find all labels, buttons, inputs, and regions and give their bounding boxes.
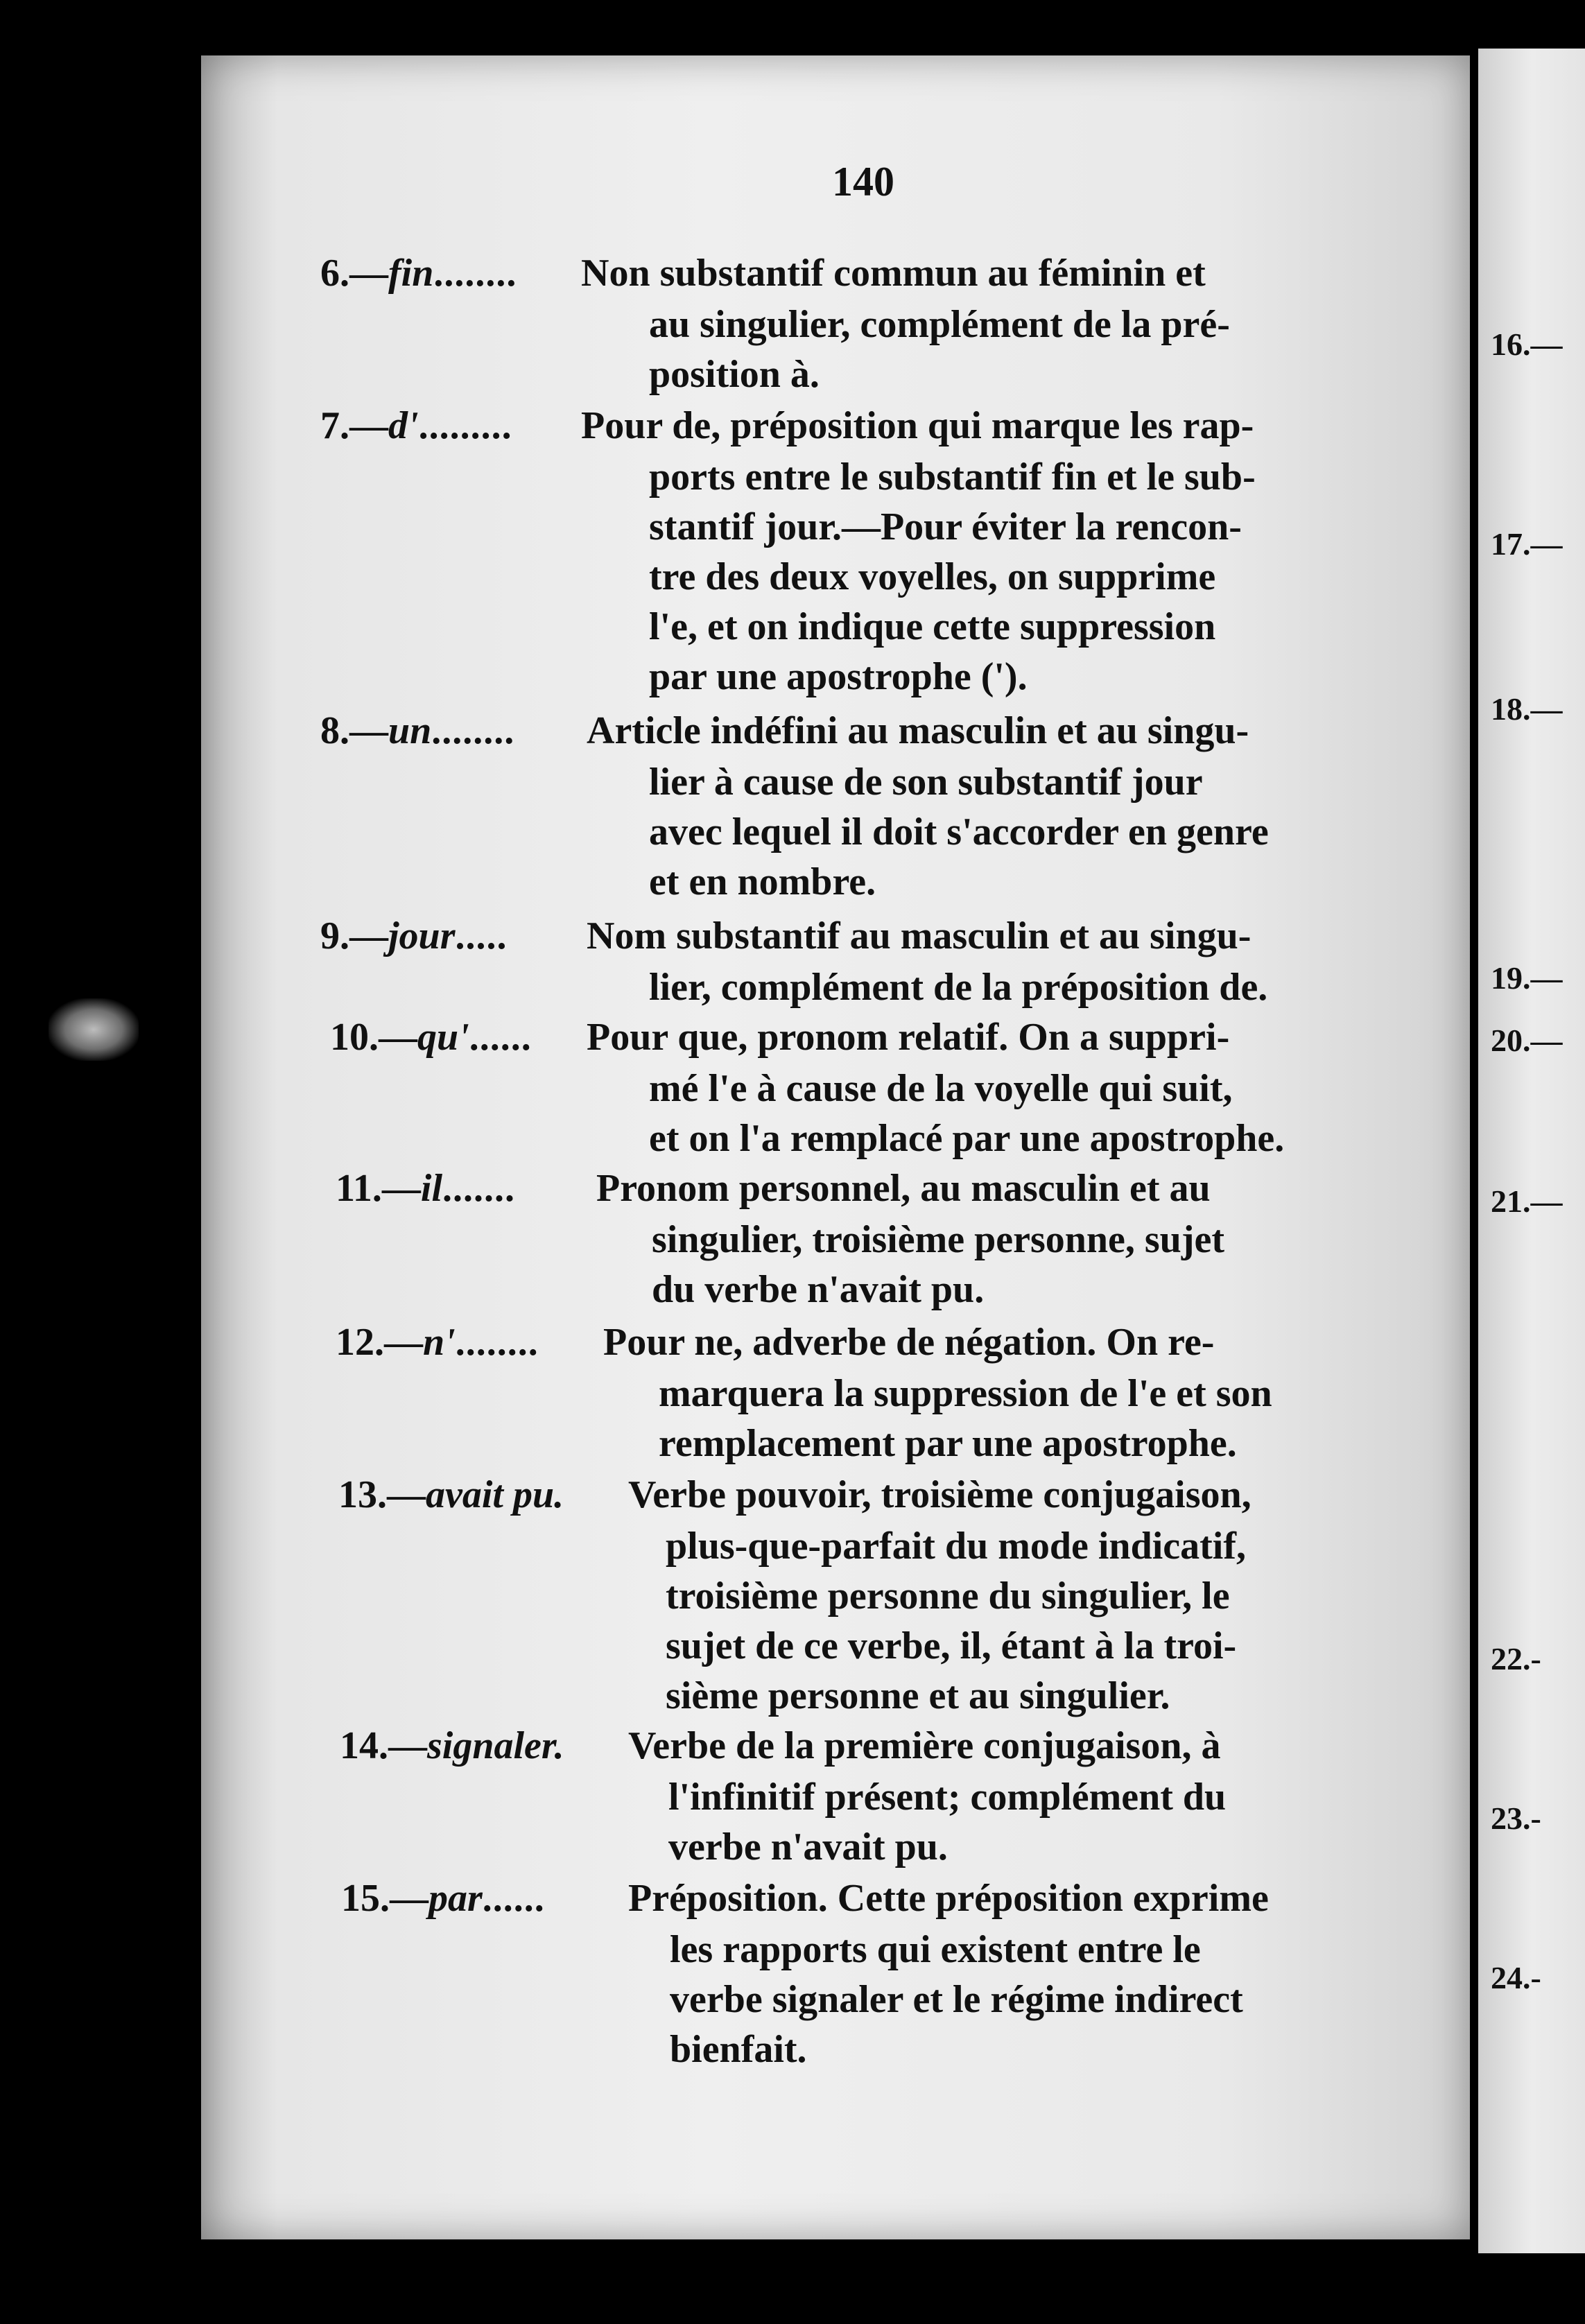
entry-line: l'e, et on indique cette suppression — [649, 605, 1216, 648]
entry-lead — [338, 1473, 564, 1517]
leader-dots: ...... — [469, 1016, 532, 1059]
entry-number: 6. — [320, 252, 349, 295]
entry-line: Article indéfini au masculin et au singu- — [587, 709, 1249, 752]
entry-term: d' — [388, 404, 419, 447]
entry-dash: — — [349, 404, 388, 447]
entry-lead — [320, 251, 517, 295]
entry-line: remplacement par une apostrophe. — [659, 1422, 1237, 1465]
leader-dots: ....... — [442, 1167, 516, 1210]
entry-number: 15. — [341, 1877, 390, 1920]
entry-line: du verbe n'avait pu. — [652, 1268, 985, 1311]
entry-term: avait pu. — [426, 1473, 564, 1516]
entry-line: tre des deux voyelles, on supprime — [649, 555, 1216, 598]
entry-term: jour — [388, 914, 456, 957]
scan-blemish — [49, 998, 139, 1061]
facing-page-number: 21.— — [1491, 1183, 1563, 1219]
entry-line: bienfait. — [670, 2028, 807, 2071]
facing-page-number: 16.— — [1491, 327, 1563, 362]
entry-dash: — — [381, 1167, 421, 1210]
leader-dots: ......... — [418, 404, 512, 447]
entry-line: sième personne et au singulier. — [666, 1674, 1170, 1717]
entry-number: 9. — [320, 914, 349, 957]
entry-lead — [330, 1015, 532, 1059]
page-number: 140 — [832, 159, 894, 205]
entry-line: singulier, troisième personne, sujet — [652, 1218, 1224, 1261]
entry-line: lier à cause de son substantif jour — [649, 761, 1203, 804]
facing-page-number: 18.— — [1491, 691, 1563, 727]
facing-page-number: 17.— — [1491, 526, 1563, 562]
entry-dash: — — [349, 252, 388, 295]
leader-dots: ........ — [455, 1321, 539, 1364]
entry-line: l'infinitif présent; complément du — [668, 1776, 1227, 1819]
entry-number: 11. — [336, 1167, 382, 1210]
entry-line: Verbe de la première conjugaison, à — [628, 1724, 1221, 1767]
facing-page-number: 22.- — [1491, 1641, 1541, 1676]
entry-line: troisième personne du singulier, le — [666, 1575, 1230, 1618]
entry-dash: — — [379, 1016, 417, 1059]
entry-line: Pour ne, adverbe de négation. On re- — [603, 1321, 1215, 1364]
entry-number: 7. — [320, 404, 349, 447]
entry-lead — [320, 709, 514, 753]
facing-page-edge — [1478, 49, 1585, 2253]
entry-lead — [320, 404, 512, 448]
entry-line: Pronom personnel, au masculin et au — [596, 1167, 1211, 1210]
entry-line: avec lequel il doit s'accorder en genre — [649, 810, 1269, 853]
facing-page-number: 19.— — [1491, 960, 1563, 996]
entry-number: 8. — [320, 709, 349, 752]
entry-lead — [336, 1320, 539, 1364]
entry-line: et en nombre. — [649, 860, 876, 903]
entry-line: les rapports qui existent entre le — [670, 1928, 1201, 1971]
entry-number: 13. — [338, 1473, 387, 1516]
entry-number: 14. — [340, 1724, 388, 1767]
entry-lead — [341, 1876, 545, 1920]
entry-line: et on l'a remplacé par une apostrophe. — [649, 1117, 1285, 1160]
entry-line: lier, complément de la préposition de. — [649, 966, 1268, 1009]
entry-line: Préposition. Cette préposition exprime — [628, 1877, 1269, 1920]
entry-line: par une apostrophe ('). — [649, 655, 1028, 698]
leader-dots: ........ — [433, 252, 517, 295]
book-gutter — [1470, 0, 1478, 2324]
entry-dash: — — [349, 709, 388, 752]
entry-lead — [336, 1166, 515, 1211]
entry-dash: — — [388, 1724, 427, 1767]
facing-page-number: 24.- — [1491, 1960, 1541, 1995]
entry-dash: — — [384, 1321, 423, 1364]
leader-dots: ...... — [482, 1877, 545, 1920]
entry-dash: — — [387, 1473, 426, 1516]
entry-term: il — [420, 1167, 443, 1210]
entry-term: signaler. — [427, 1724, 564, 1767]
leader-dots: ........ — [431, 709, 515, 752]
facing-page-number: 23.- — [1491, 1801, 1541, 1836]
entry-lead — [340, 1724, 564, 1768]
facing-page-number: 20.— — [1491, 1023, 1563, 1058]
entry-line: marquera la suppression de l'e et son — [659, 1372, 1272, 1415]
entry-term: par — [428, 1877, 483, 1920]
entry-lead — [320, 914, 508, 958]
entry-number: 12. — [336, 1321, 384, 1364]
entry-number: 10. — [330, 1016, 379, 1059]
leader-dots: ..... — [455, 914, 508, 957]
entry-line: Verbe pouvoir, troisième conjugaison, — [628, 1473, 1251, 1516]
entry-term: un — [388, 709, 432, 752]
entry-line: ports entre le substantif fin et le sub- — [649, 456, 1256, 498]
entry-line: Pour que, pronom relatif. On a suppri- — [587, 1016, 1230, 1059]
entry-line: plus-que-parfait du mode indicatif, — [666, 1525, 1246, 1568]
entry-line: stantif jour.—Pour éviter la rencon- — [649, 505, 1242, 548]
entry-line: Nom substantif au masculin et au singu- — [587, 914, 1251, 957]
entry-line: Pour de, préposition qui marque les rap- — [581, 404, 1254, 447]
entry-line: sujet de ce verbe, il, étant à la troi- — [666, 1624, 1237, 1667]
entry-term: fin — [388, 252, 434, 295]
entry-line: position à. — [649, 353, 820, 396]
scan-border-left — [0, 0, 201, 2324]
entry-line: verbe signaler et le régime indirect — [670, 1978, 1243, 2021]
entry-line: Non substantif commun au féminin et — [581, 252, 1206, 295]
entry-term: n' — [423, 1321, 456, 1364]
entry-term: qu' — [417, 1016, 469, 1059]
entry-line: mé l'e à cause de la voyelle qui suit, — [649, 1067, 1233, 1110]
entry-line: verbe n'avait pu. — [668, 1826, 948, 1868]
entry-dash: — — [390, 1877, 428, 1920]
entry-dash: — — [349, 914, 388, 957]
entry-line: au singulier, complément de la pré- — [649, 303, 1230, 346]
